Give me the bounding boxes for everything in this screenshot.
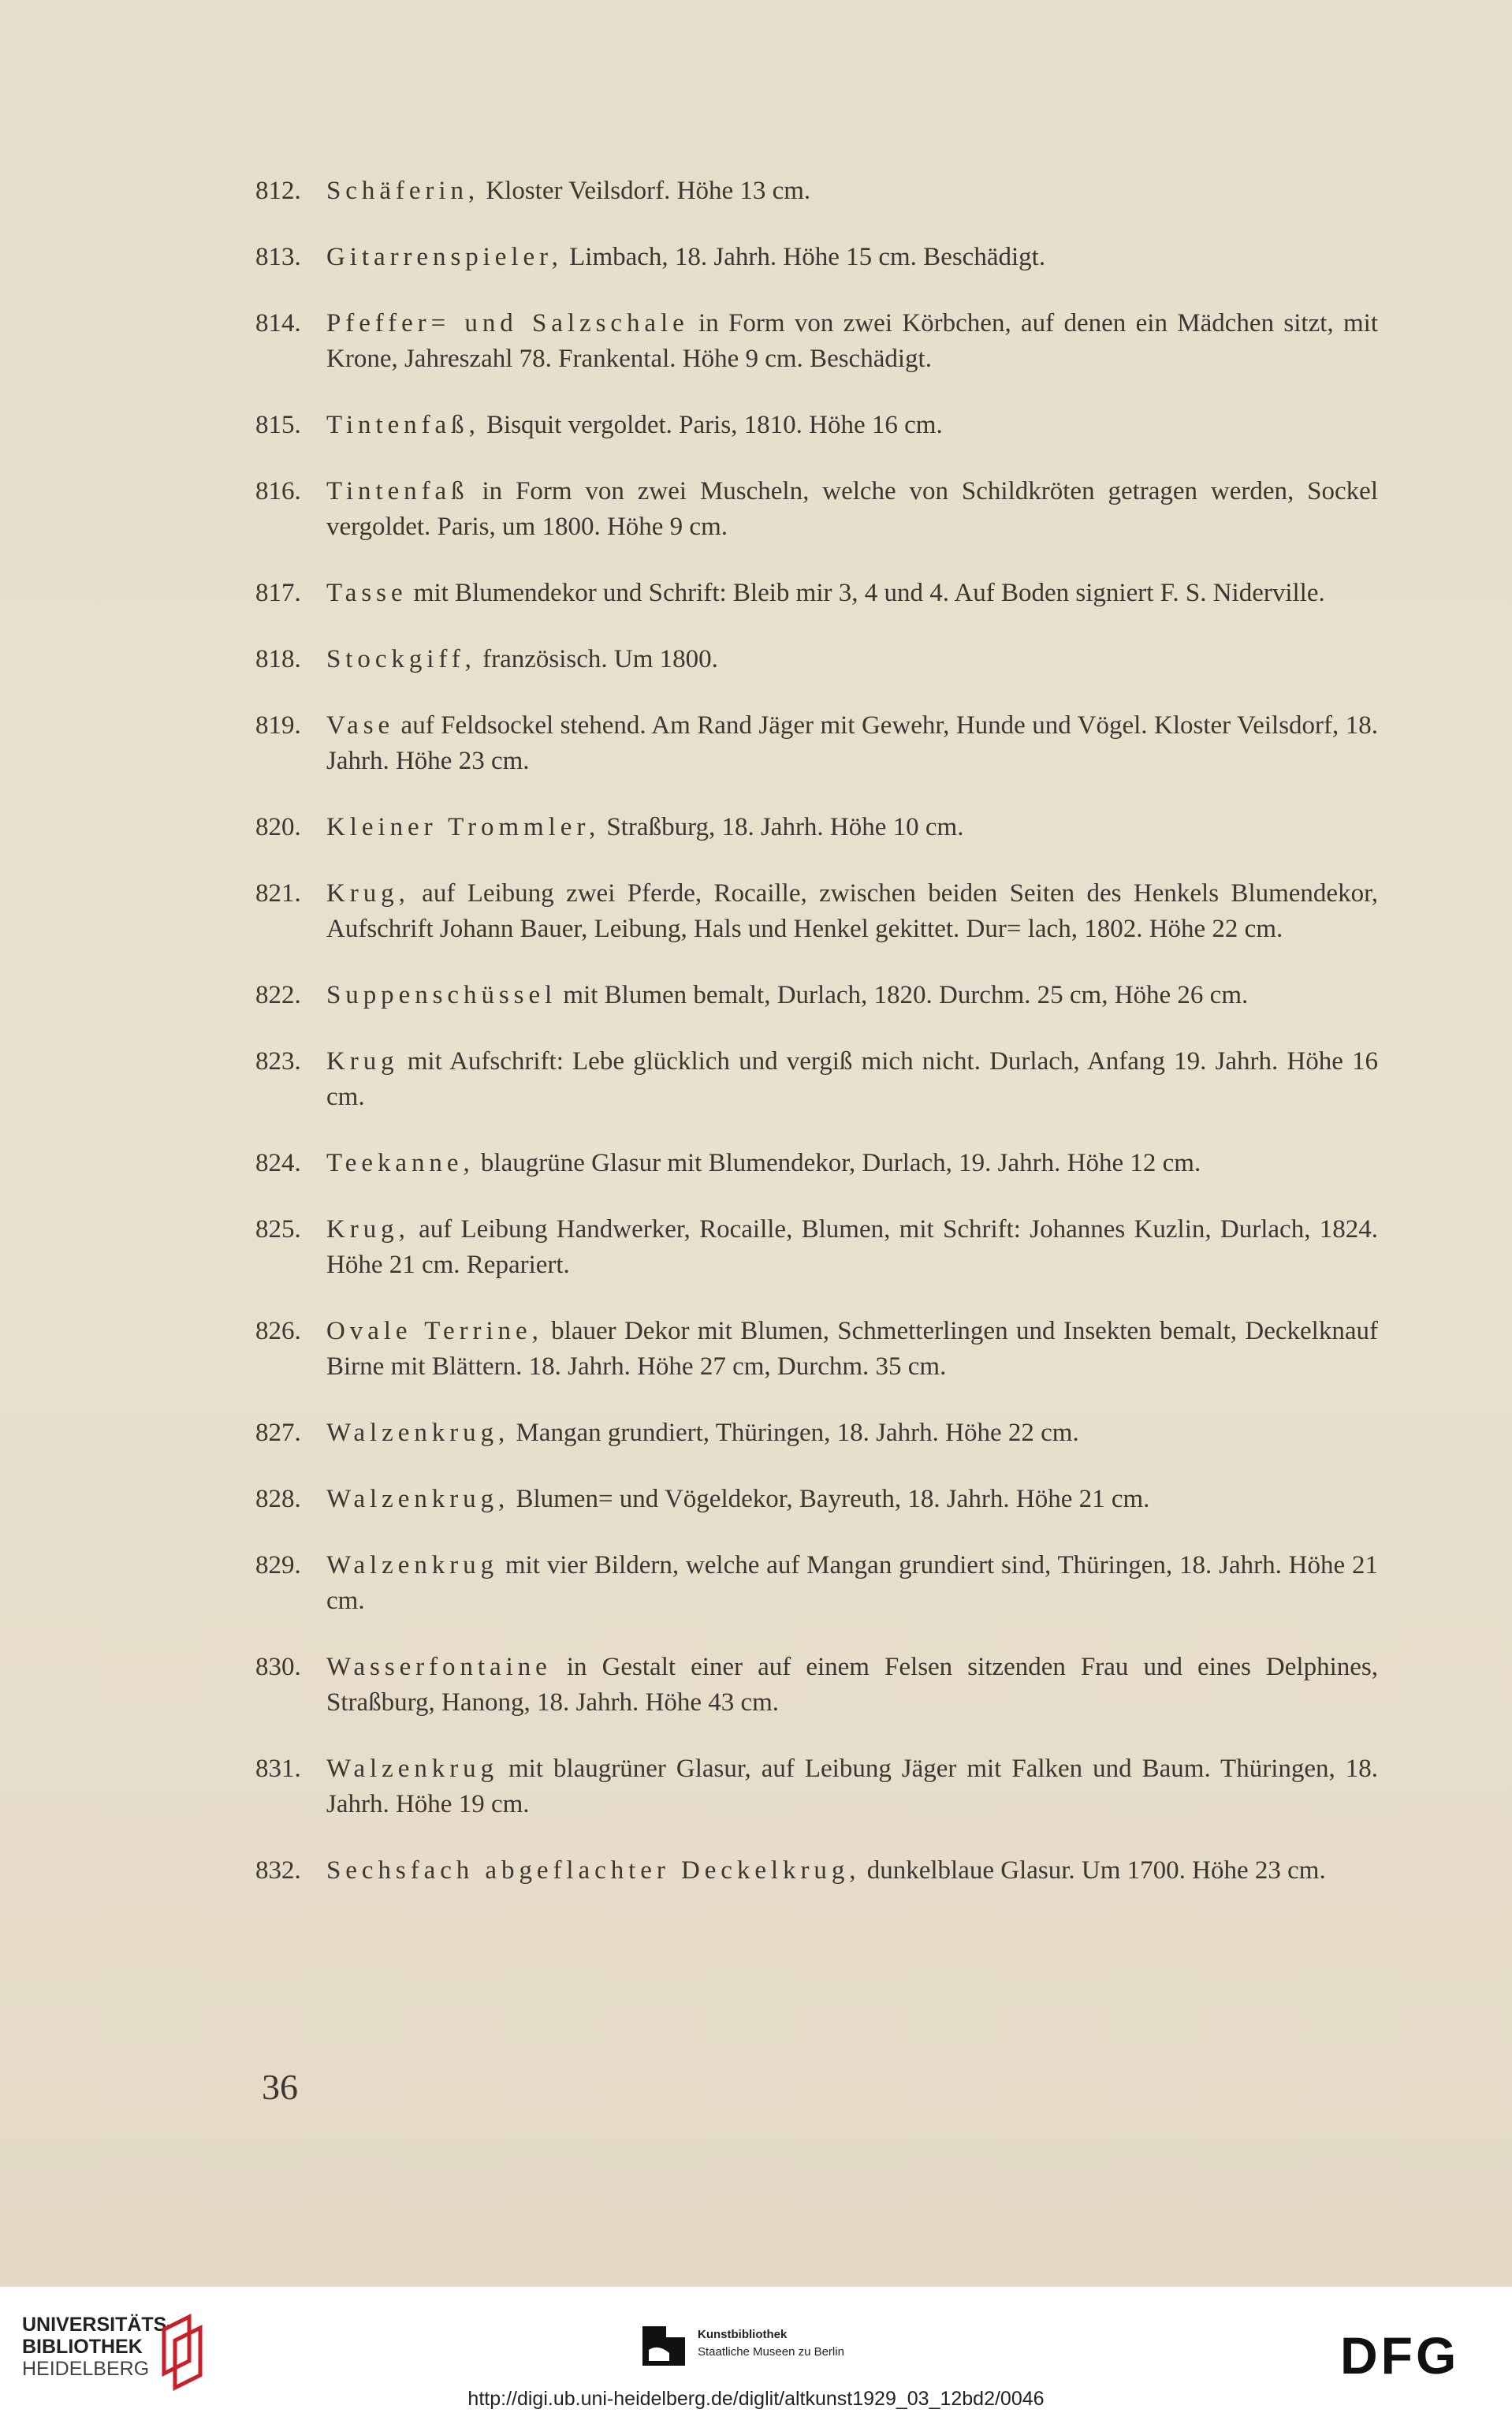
entry-title: Stockgiff, bbox=[326, 645, 476, 673]
entry-description: mit Aufschrift: Lebe glücklich und vergiß mich nicht. Durlach, Anfang 19. Jahrh. Höhe 16 cm. bbox=[326, 1047, 1378, 1111]
ub-books-icon bbox=[158, 2314, 213, 2392]
entry-title: Schäferin, bbox=[326, 177, 480, 205]
entry-number: 813. bbox=[255, 243, 301, 271]
entry-description: mit Blumendekor und Schrift: Bleib mir 3, 4 und 4. Auf Boden signiert F. S. Niderville. bbox=[407, 579, 1325, 607]
catalog-entry bbox=[255, 1853, 1378, 1889]
entry-title: Pfeffer= und Salzschale bbox=[326, 309, 689, 338]
entry-number: 815. bbox=[255, 411, 301, 439]
entry-number: 821. bbox=[255, 879, 301, 908]
entry-number: 828. bbox=[255, 1485, 301, 1513]
entry-description: auf Leibung zwei Pferde, Rocaille, zwischen beiden Seiten des Henkels Blumendekor, Aufschrift Johann Bauer, Leibung, Hals und Henkel gekittet. Dur= lach, 1802. Höhe 22 cm. bbox=[326, 879, 1378, 943]
entry-title: Kleiner Trommler, bbox=[326, 813, 601, 841]
entry-description: in Form von zwei Körbchen, auf denen ein Mädchen sitzt, mit Krone, Jahreszahl 78. Frankental. Höhe 9 cm. Beschädigt. bbox=[326, 309, 1378, 373]
dfg-logo[interactable] bbox=[1340, 2328, 1490, 2383]
entry-text bbox=[326, 576, 1378, 611]
ub-logo-line-1: UNIVERSITÄTS- bbox=[22, 2314, 173, 2336]
catalog-entry bbox=[255, 1548, 1378, 1619]
catalog-entry bbox=[255, 978, 1378, 1013]
catalog-entry bbox=[255, 1751, 1378, 1822]
ub-logo-line-3: HEIDELBERG bbox=[22, 2358, 150, 2380]
entry-text bbox=[326, 1212, 1378, 1283]
entry-title: Tintenfaß bbox=[326, 477, 469, 505]
entry-title: Ovale Terrine, bbox=[326, 1317, 543, 1345]
catalog-entry bbox=[255, 173, 1378, 209]
entry-description: Mangan grundiert, Thüringen, 18. Jahrh. Höhe 22 cm. bbox=[509, 1419, 1079, 1447]
catalog-entry bbox=[255, 1415, 1378, 1451]
entry-number: 822. bbox=[255, 981, 301, 1009]
entry-description: Blumen= und Vögeldekor, Bayreuth, 18. Jahrh. Höhe 21 cm. bbox=[509, 1485, 1150, 1513]
entry-text bbox=[326, 1314, 1378, 1385]
catalog-entry bbox=[255, 1212, 1378, 1283]
entry-description: in Form von zwei Muscheln, welche von Schildkröten getragen werden, Sockel vergoldet. Paris, um 1800. Höhe 9 cm. bbox=[326, 477, 1378, 541]
page-number: 36 bbox=[262, 2067, 298, 2107]
catalog-entry bbox=[255, 306, 1378, 377]
kunstbibliothek-icon bbox=[642, 2326, 685, 2366]
footer-bar bbox=[0, 2287, 1512, 2413]
entry-title: Wasserfontaine bbox=[326, 1653, 552, 1681]
catalog-entry bbox=[255, 1146, 1378, 1181]
entry-description: französisch. Um 1800. bbox=[475, 645, 718, 673]
entry-text bbox=[326, 1482, 1378, 1517]
catalog-entry bbox=[255, 1650, 1378, 1721]
entry-number: 819. bbox=[255, 711, 301, 740]
entry-number: 829. bbox=[255, 1551, 301, 1579]
catalog-entry bbox=[255, 1314, 1378, 1385]
catalog-entry bbox=[255, 876, 1378, 947]
kb-line-1: Kunstbibliothek bbox=[698, 2328, 788, 2341]
catalog-entry bbox=[255, 642, 1378, 677]
entry-text bbox=[326, 1650, 1378, 1721]
catalog-entry bbox=[255, 1044, 1378, 1115]
entry-number: 824. bbox=[255, 1149, 301, 1177]
entry-number: 827. bbox=[255, 1419, 301, 1447]
entry-number: 823. bbox=[255, 1047, 301, 1076]
entry-number: 817. bbox=[255, 579, 301, 607]
entry-title: Vase bbox=[326, 711, 395, 740]
entry-title: Suppenschüssel bbox=[326, 981, 557, 1009]
entry-number: 814. bbox=[255, 309, 301, 338]
entry-title: Walzenkrug bbox=[326, 1755, 499, 1783]
entry-description: mit Blumen bemalt, Durlach, 1820. Durchm. 25 cm, Höhe 26 cm. bbox=[557, 981, 1249, 1009]
entry-text bbox=[326, 1044, 1378, 1115]
entry-description: Limbach, 18. Jahrh. Höhe 15 cm. Beschädigt. bbox=[562, 243, 1046, 271]
entry-title: Krug, bbox=[326, 1215, 410, 1244]
entry-title: Krug, bbox=[326, 879, 410, 908]
entry-text bbox=[326, 1415, 1378, 1451]
catalog-entry bbox=[255, 810, 1378, 845]
entry-text bbox=[326, 1146, 1378, 1181]
entry-description: auf Leibung Handwerker, Rocaille, Blumen, mit Schrift: Johannes Kuzlin, Durlach, 1824. Höhe 21 cm. Repariert. bbox=[326, 1215, 1378, 1279]
entry-number: 826. bbox=[255, 1317, 301, 1345]
dfg-logo-text: DFG bbox=[1340, 2328, 1460, 2383]
entry-number: 832. bbox=[255, 1856, 301, 1885]
entry-description: Straßburg, 18. Jahrh. Höhe 10 cm. bbox=[600, 813, 964, 841]
catalog-list bbox=[255, 173, 1378, 1919]
entry-number: 825. bbox=[255, 1215, 301, 1244]
kb-line-2: Staatliche Museen zu Berlin bbox=[698, 2345, 844, 2359]
source-url[interactable]: http://digi.ub.uni-heidelberg.de/diglit/altkunst1929_03_12bd2/0046 bbox=[467, 2388, 1045, 2410]
entry-text bbox=[326, 1751, 1378, 1822]
entry-title: Krug bbox=[326, 1047, 399, 1076]
entry-text bbox=[326, 708, 1378, 779]
entry-title: Walzenkrug bbox=[326, 1551, 499, 1579]
entry-description: Bisquit vergoldet. Paris, 1810. Höhe 16 cm. bbox=[479, 411, 943, 439]
catalog-entry bbox=[255, 576, 1378, 611]
catalog-entry bbox=[255, 708, 1378, 779]
entry-text bbox=[326, 810, 1378, 845]
entry-number: 830. bbox=[255, 1653, 301, 1681]
entry-title: Sechsfach abgeflachter Deckelkrug, bbox=[326, 1856, 861, 1885]
entry-text bbox=[326, 173, 1378, 209]
entry-title: Walzenkrug, bbox=[326, 1419, 510, 1447]
entry-number: 831. bbox=[255, 1755, 301, 1783]
catalog-entry bbox=[255, 408, 1378, 443]
ub-logo-line-2: BIBLIOTHEK bbox=[22, 2336, 143, 2358]
entry-title: Tasse bbox=[326, 579, 408, 607]
entry-number: 820. bbox=[255, 813, 301, 841]
entry-description: dunkelblaue Glasur. Um 1700. Höhe 23 cm. bbox=[860, 1856, 1326, 1885]
entry-title: Tintenfaß, bbox=[326, 411, 480, 439]
entry-text bbox=[326, 876, 1378, 947]
entry-text bbox=[326, 240, 1378, 275]
entry-text bbox=[326, 1548, 1378, 1619]
catalog-entry bbox=[255, 240, 1378, 275]
catalog-entry bbox=[255, 474, 1378, 545]
entry-text bbox=[326, 1853, 1378, 1889]
entry-description: mit blaugrüner Glasur, auf Leibung Jäger mit Falken und Baum. Thüringen, 18. Jahrh. Höhe 19 cm. bbox=[326, 1755, 1378, 1818]
entry-description: blaugrüne Glasur mit Blumendekor, Durlach, 19. Jahrh. Höhe 12 cm. bbox=[474, 1149, 1201, 1177]
entry-number: 818. bbox=[255, 645, 301, 673]
entry-description: blauer Dekor mit Blumen, Schmetterlingen und Insekten bemalt, Deckelknauf Birne mit Blättern. 18. Jahrh. Höhe 27 cm, Durchm. 35 cm. bbox=[326, 1317, 1378, 1381]
entry-title: Gitarrenspieler, bbox=[326, 243, 563, 271]
entry-title: Walzenkrug, bbox=[326, 1485, 510, 1513]
entry-description: mit vier Bildern, welche auf Mangan grundiert sind, Thüringen, 18. Jahrh. Höhe 21 cm. bbox=[326, 1551, 1378, 1615]
entry-number: 812. bbox=[255, 177, 301, 205]
entry-text bbox=[326, 642, 1378, 677]
entry-text bbox=[326, 306, 1378, 377]
entry-text bbox=[326, 474, 1378, 545]
entry-text bbox=[326, 408, 1378, 443]
entry-text bbox=[326, 978, 1378, 1013]
entry-description: Kloster Veilsdorf. Höhe 13 cm. bbox=[479, 177, 811, 205]
entry-title: Teekanne, bbox=[326, 1149, 475, 1177]
entry-number: 816. bbox=[255, 477, 301, 505]
kunstbibliothek-logo[interactable] bbox=[642, 2318, 895, 2374]
entry-description: auf Feldsockel stehend. Am Rand Jäger mit Gewehr, Hunde und Vögel. Kloster Veilsdorf, 18. Jahrh. Höhe 23 cm. bbox=[326, 711, 1378, 775]
entry-description: in Gestalt einer auf einem Felsen sitzenden Frau und eines Delphines, Straßburg, Hanong, 18. Jahrh. Höhe 43 cm. bbox=[326, 1653, 1378, 1717]
catalog-entry bbox=[255, 1482, 1378, 1517]
